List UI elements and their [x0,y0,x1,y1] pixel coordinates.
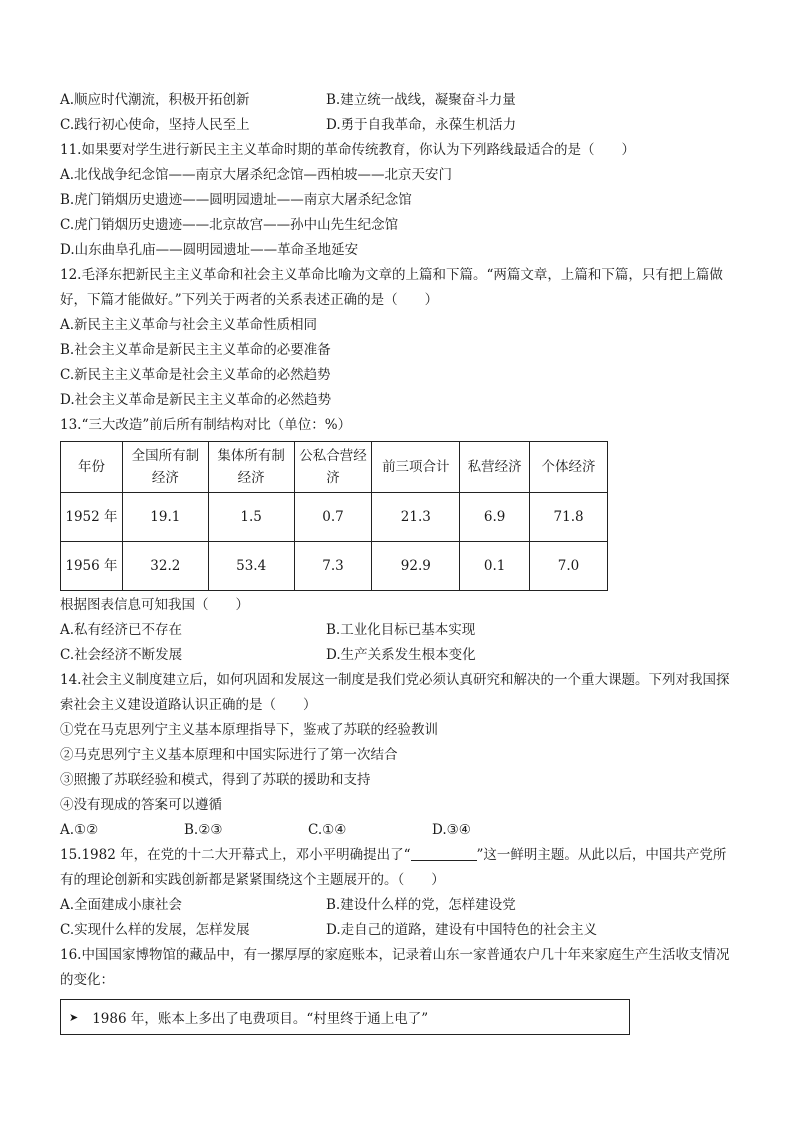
q13-options-row-2 [60,643,734,668]
arrow-bullet-icon: ➤ [69,1010,79,1024]
q12-option-b[interactable]: B.社会主义革命是新民主主义革命的必要准备 [60,342,331,358]
q15-option-b[interactable]: B.建设什么样的党，怎样建设党 [326,897,516,913]
q11-option-a[interactable]: A.北伐战争纪念馆——南京大屠杀纪念馆—西柏坡——北京天安门 [60,167,453,183]
q13-caption: 13.“三大改造”前后所有制结构对比（单位：%） [60,417,352,433]
q10-option-d[interactable]: D.勇于自我革命，永葆生机活力 [326,117,517,133]
header-state-owned: 全国所有制经济 [122,442,208,493]
q11-option-b[interactable]: B.虎门销烟历史遗迹——圆明园遗址——南京大屠杀纪念馆 [60,192,412,208]
q10-option-c[interactable]: C.践行初心使命，坚持人民至上 [60,117,250,133]
q16-material-box [60,999,630,1035]
q16-material-text: 1986 年，账本上多出了电费项目。“村里终于通上电了” [92,1011,429,1027]
q14-option-b[interactable]: B.②③ [184,822,223,838]
table-cell: 1.5 [208,493,294,542]
q13-options-row-1 [60,618,734,643]
header-joint-state-private: 公私合营经济 [294,442,372,493]
q13-option-b[interactable]: B.工业化目标已基本实现 [326,622,476,638]
table-cell: 1956 年 [61,542,123,591]
q14-option-c[interactable]: C.①④ [308,822,347,838]
q15-option-c[interactable]: C.实现什么样的发展，怎样发展 [60,922,250,938]
table-cell: 71.8 [530,493,608,542]
q16-stem: 16.中国国家博物馆的藏品中，有一摞厚厚的家庭账本，记录着山东一家普通农户几十年来家庭生产生活收支情况的变化： [60,947,730,988]
ownership-structure-table [60,441,608,591]
table-cell: 0.7 [294,493,372,542]
table-row [61,493,608,542]
q14-statement-3: ③照搬了苏联经验和模式，得到了苏联的援助和支持 [60,772,371,788]
table-cell: 6.9 [460,493,530,542]
q12-stem: 12.毛泽东把新民主主义革命和社会主义革命比喻为文章的上篇和下篇。“两篇文章，上篇和下篇，只有把上篇做好，下篇才能做好。”下列关于两者的关系表述正确的是（ ） [60,267,723,308]
q13-option-c[interactable]: C.社会经济不断发展 [60,647,183,663]
q13-option-a[interactable]: A.私有经济已不存在 [60,622,183,638]
table-cell: 19.1 [122,493,208,542]
table-cell: 32.2 [122,542,208,591]
q14-stem: 14.社会主义制度建立后，如何巩固和发展这一制度是我们党必须认真研究和解决的一个重大课题。下列对我国探索社会主义建设道路认识正确的是（ ） [60,672,730,713]
q15-stem-before: 15.1982 年，在党的十二大开幕式上，邓小平明确提出了“ [60,847,411,863]
q15-stem [60,843,734,893]
header-subtotal: 前三项合计 [372,442,460,493]
q14-options-row [60,818,734,843]
q10-option-b[interactable]: B.建立统一战线，凝聚奋斗力量 [326,92,516,108]
q10-options-row-2 [60,113,734,138]
table-cell: 92.9 [372,542,460,591]
q12-option-d[interactable]: D.社会主义革命是新民主主义革命的必然趋势 [60,392,332,408]
header-private: 私营经济 [460,442,530,493]
q12-option-a[interactable]: A.新民主主义革命与社会主义革命性质相同 [60,317,318,333]
q13-option-d[interactable]: D.生产关系发生根本变化 [326,647,476,663]
header-collective: 集体所有制经济 [208,442,294,493]
q15-stem-after: ”这一鲜明主题。从此以后，中国共产党所有的理论创新和实践创新都是紧紧围绕这个主题展开的。（ ） [60,847,727,888]
header-year: 年份 [61,442,123,493]
q14-option-d[interactable]: D.③④ [432,822,471,838]
table-row [61,542,608,591]
q10-options-row-1 [60,88,734,113]
q14-statement-4: ④没有现成的答案可以遵循 [60,797,222,813]
q11-stem: 11.如果要对学生进行新民主主义革命时期的革命传统教育，你认为下列路线最适合的是（ ） [60,142,635,158]
q15-option-d[interactable]: D.走自己的道路，建设有中国特色的社会主义 [326,922,598,938]
table-cell: 1952 年 [61,493,123,542]
q11-option-d[interactable]: D.山东曲阜孔庙——圆明园遗址——革命圣地延安 [60,242,359,258]
table-cell: 7.0 [530,542,608,591]
q15-options-row-2 [60,918,734,943]
q13-stem: 根据图表信息可知我国（ ） [60,597,249,613]
q15-options-row-1 [60,893,734,918]
header-individual: 个体经济 [530,442,608,493]
q10-option-a[interactable]: A.顺应时代潮流，积极开拓创新 [60,92,250,108]
q12-option-c[interactable]: C.新民主主义革命是社会主义革命的必然趋势 [60,367,331,383]
q14-statement-1: ①党在马克思列宁主义基本原理指导下，鉴戒了苏联的经验教训 [60,722,438,738]
table-cell: 0.1 [460,542,530,591]
q14-statement-2: ②马克思列宁主义基本原理和中国实际进行了第一次结合 [60,747,398,763]
answer-blank[interactable] [411,846,477,861]
q14-option-a[interactable]: A.①② [60,822,99,838]
table-cell: 7.3 [294,542,372,591]
table-cell: 53.4 [208,542,294,591]
exam-page [60,88,734,1035]
q11-option-c[interactable]: C.虎门销烟历史遗迹——北京故宫——孙中山先生纪念馆 [60,217,399,233]
table-header-row [61,442,608,493]
table-cell: 21.3 [372,493,460,542]
q15-option-a[interactable]: A.全面建成小康社会 [60,897,183,913]
